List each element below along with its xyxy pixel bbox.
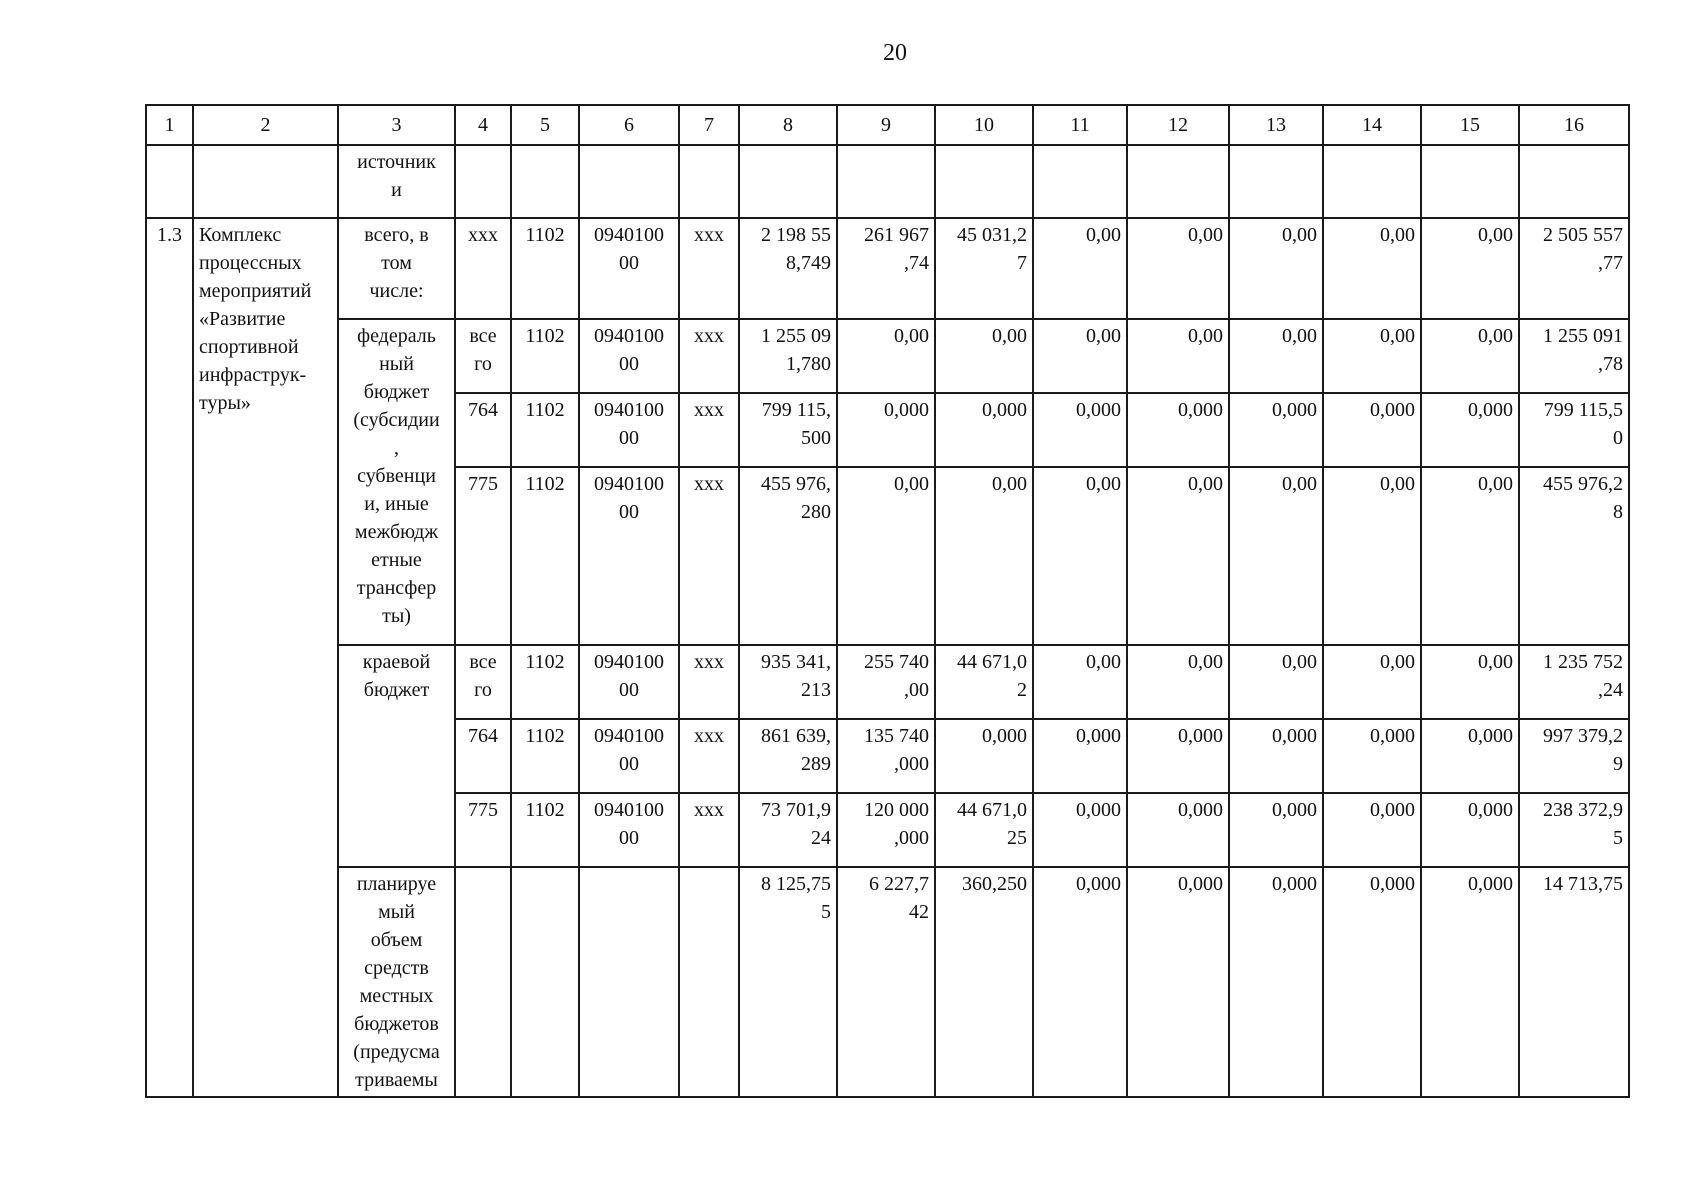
- value-cell: 0,000: [1229, 719, 1323, 793]
- table-cell: 0940100 00: [579, 719, 679, 793]
- value-cell: 0,000: [1323, 867, 1421, 1097]
- table-cell: [1323, 145, 1421, 218]
- table-cell: 0940100 00: [579, 393, 679, 467]
- col-header-13: 13: [1229, 105, 1323, 145]
- value-cell: 0,00: [935, 467, 1033, 645]
- value-cell: 0,000: [1127, 719, 1229, 793]
- value-cell: 0,00: [1323, 467, 1421, 645]
- value-cell: 0,000: [1127, 867, 1229, 1097]
- value-cell: 0,000: [1033, 867, 1127, 1097]
- value-cell: 0,00: [1421, 467, 1519, 645]
- value-cell: 0,00: [1323, 218, 1421, 319]
- table-cell: ххх: [679, 218, 739, 319]
- value-cell: 0,00: [1033, 645, 1127, 719]
- value-cell: 0,000: [1127, 793, 1229, 867]
- value-cell: 0,00: [1323, 645, 1421, 719]
- value-cell: 0,00: [1421, 319, 1519, 393]
- value-cell: 0,00: [1033, 467, 1127, 645]
- table-cell: 0940100 00: [579, 218, 679, 319]
- table-row-regional-total: [146, 645, 1629, 719]
- value-cell: 0,000: [1033, 393, 1127, 467]
- table-cell: [1033, 145, 1127, 218]
- page-number: 20: [883, 40, 907, 66]
- table-cell: 1102: [511, 393, 579, 467]
- item-name: Комплекс процессных мероприятий «Развитие спортивной инфраструк- туры»: [193, 218, 338, 1097]
- table-cell: 775: [455, 793, 511, 867]
- col-header-6: 6: [579, 105, 679, 145]
- col-header-8: 8: [739, 105, 837, 145]
- col-header-7: 7: [679, 105, 739, 145]
- table-cell: все го: [455, 645, 511, 719]
- value-cell: 0,00: [1127, 218, 1229, 319]
- col-header-4: 4: [455, 105, 511, 145]
- table-row-federal-total: [146, 319, 1629, 393]
- table-row-local: [146, 867, 1629, 1097]
- value-cell: 45 031,2 7: [935, 218, 1033, 319]
- value-cell: 799 115, 500: [739, 393, 837, 467]
- table-cell: 0940100 00: [579, 793, 679, 867]
- row-label-local: планируе мый объем средств местных бюджетов (предусма триваемы: [338, 867, 455, 1097]
- value-cell: 2 198 55 8,749: [739, 218, 837, 319]
- row-label-total: всего, в том числе:: [338, 218, 455, 319]
- value-cell: 1 235 752 ,24: [1519, 645, 1629, 719]
- continuation-row: [146, 145, 1629, 218]
- table-cell: 764: [455, 393, 511, 467]
- value-cell: 261 967 ,74: [837, 218, 935, 319]
- value-cell: 0,00: [1127, 645, 1229, 719]
- col-header-5: 5: [511, 105, 579, 145]
- value-cell: 0,000: [1421, 393, 1519, 467]
- table-cell: 0940100 00: [579, 645, 679, 719]
- value-cell: 0,000: [1421, 867, 1519, 1097]
- col-header-16: 16: [1519, 105, 1629, 145]
- col-header-10: 10: [935, 105, 1033, 145]
- table-cell: 1102: [511, 793, 579, 867]
- value-cell: 0,000: [1421, 793, 1519, 867]
- value-cell: 0,00: [1421, 645, 1519, 719]
- table-cell: ххх: [455, 218, 511, 319]
- value-cell: 0,00: [1229, 467, 1323, 645]
- row-label-regional: краевой бюджет: [338, 645, 455, 867]
- table-cell: [1421, 145, 1519, 218]
- value-cell: 0,00: [1421, 218, 1519, 319]
- value-cell: 0,000: [837, 393, 935, 467]
- value-cell: 2 505 557 ,77: [1519, 218, 1629, 319]
- value-cell: 44 671,0 2: [935, 645, 1033, 719]
- table-cell: 1102: [511, 719, 579, 793]
- value-cell: 997 379,2 9: [1519, 719, 1629, 793]
- value-cell: 455 976,2 8: [1519, 467, 1629, 645]
- value-cell: 0,00: [837, 319, 935, 393]
- header-row: [146, 105, 1629, 145]
- table-cell: [579, 145, 679, 218]
- table-cell: [739, 145, 837, 218]
- value-cell: 0,000: [1033, 719, 1127, 793]
- value-cell: 0,000: [1033, 793, 1127, 867]
- value-cell: 0,00: [1229, 218, 1323, 319]
- value-cell: 0,000: [1323, 793, 1421, 867]
- value-cell: 0,000: [1421, 719, 1519, 793]
- col-header-3: 3: [338, 105, 455, 145]
- value-cell: 0,00: [1033, 218, 1127, 319]
- col-header-12: 12: [1127, 105, 1229, 145]
- item-number: 1.3: [146, 218, 193, 1097]
- value-cell: 120 000 ,000: [837, 793, 935, 867]
- table-row-total: [146, 218, 1629, 319]
- value-cell: 6 227,7 42: [837, 867, 935, 1097]
- table-cell: [1229, 145, 1323, 218]
- table-cell: ххх: [679, 467, 739, 645]
- table-cell: ххх: [679, 645, 739, 719]
- value-cell: 1 255 091 ,78: [1519, 319, 1629, 393]
- table-cell: 0940100 00: [579, 319, 679, 393]
- value-cell: 0,000: [935, 719, 1033, 793]
- table-cell: ххх: [679, 393, 739, 467]
- table-cell: 1102: [511, 645, 579, 719]
- value-cell: 238 372,9 5: [1519, 793, 1629, 867]
- table-cell: [679, 867, 739, 1097]
- table-cell: 1102: [511, 467, 579, 645]
- value-cell: 14 713,75: [1519, 867, 1629, 1097]
- value-cell: 0,00: [1033, 319, 1127, 393]
- value-cell: 0,00: [1323, 319, 1421, 393]
- table-cell: [679, 145, 739, 218]
- table-cell: [1519, 145, 1629, 218]
- table-cell: 1102: [511, 218, 579, 319]
- row-label-federal: федераль ный бюджет (субсидии , субвенци и, иные межбюдж етные трансфер ты): [338, 319, 455, 645]
- table-cell: [455, 867, 511, 1097]
- table-cell: [146, 145, 193, 218]
- value-cell: 73 701,9 24: [739, 793, 837, 867]
- col-header-15: 15: [1421, 105, 1519, 145]
- value-cell: 0,00: [935, 319, 1033, 393]
- table-cell: ххх: [679, 319, 739, 393]
- col-header-14: 14: [1323, 105, 1421, 145]
- table-cell: [837, 145, 935, 218]
- table-cell: ххх: [679, 719, 739, 793]
- value-cell: 0,000: [1127, 393, 1229, 467]
- col-header-9: 9: [837, 105, 935, 145]
- value-cell: 44 671,0 25: [935, 793, 1033, 867]
- col-header-2: 2: [193, 105, 338, 145]
- value-cell: 360,250: [935, 867, 1033, 1097]
- value-cell: 861 639, 289: [739, 719, 837, 793]
- value-cell: 255 740 ,00: [837, 645, 935, 719]
- value-cell: 135 740 ,000: [837, 719, 935, 793]
- col-header-1: 1: [146, 105, 193, 145]
- table-cell: [1127, 145, 1229, 218]
- value-cell: 0,00: [1127, 319, 1229, 393]
- table-cell: [455, 145, 511, 218]
- table-cell: 764: [455, 719, 511, 793]
- value-cell: 0,000: [1323, 719, 1421, 793]
- value-cell: 0,000: [1229, 793, 1323, 867]
- value-cell: 935 341, 213: [739, 645, 837, 719]
- value-cell: 455 976, 280: [739, 467, 837, 645]
- value-cell: 0,00: [1229, 645, 1323, 719]
- value-cell: 0,00: [1229, 319, 1323, 393]
- value-cell: 0,000: [935, 393, 1033, 467]
- table-cell: [935, 145, 1033, 218]
- value-cell: 8 125,75 5: [739, 867, 837, 1097]
- table-cell: [511, 867, 579, 1097]
- source-continuation: источник и: [338, 145, 455, 218]
- table-cell: [193, 145, 338, 218]
- table-cell: 775: [455, 467, 511, 645]
- table-cell: [579, 867, 679, 1097]
- table-cell: 1102: [511, 319, 579, 393]
- col-header-11: 11: [1033, 105, 1127, 145]
- value-cell: 1 255 09 1,780: [739, 319, 837, 393]
- budget-table: [145, 104, 1630, 1098]
- table-cell: все го: [455, 319, 511, 393]
- table-cell: [511, 145, 579, 218]
- value-cell: 0,000: [1229, 393, 1323, 467]
- value-cell: 0,000: [1229, 867, 1323, 1097]
- value-cell: 0,00: [1127, 467, 1229, 645]
- table-cell: ххх: [679, 793, 739, 867]
- value-cell: 0,00: [837, 467, 935, 645]
- value-cell: 799 115,5 0: [1519, 393, 1629, 467]
- value-cell: 0,000: [1323, 393, 1421, 467]
- table-cell: 0940100 00: [579, 467, 679, 645]
